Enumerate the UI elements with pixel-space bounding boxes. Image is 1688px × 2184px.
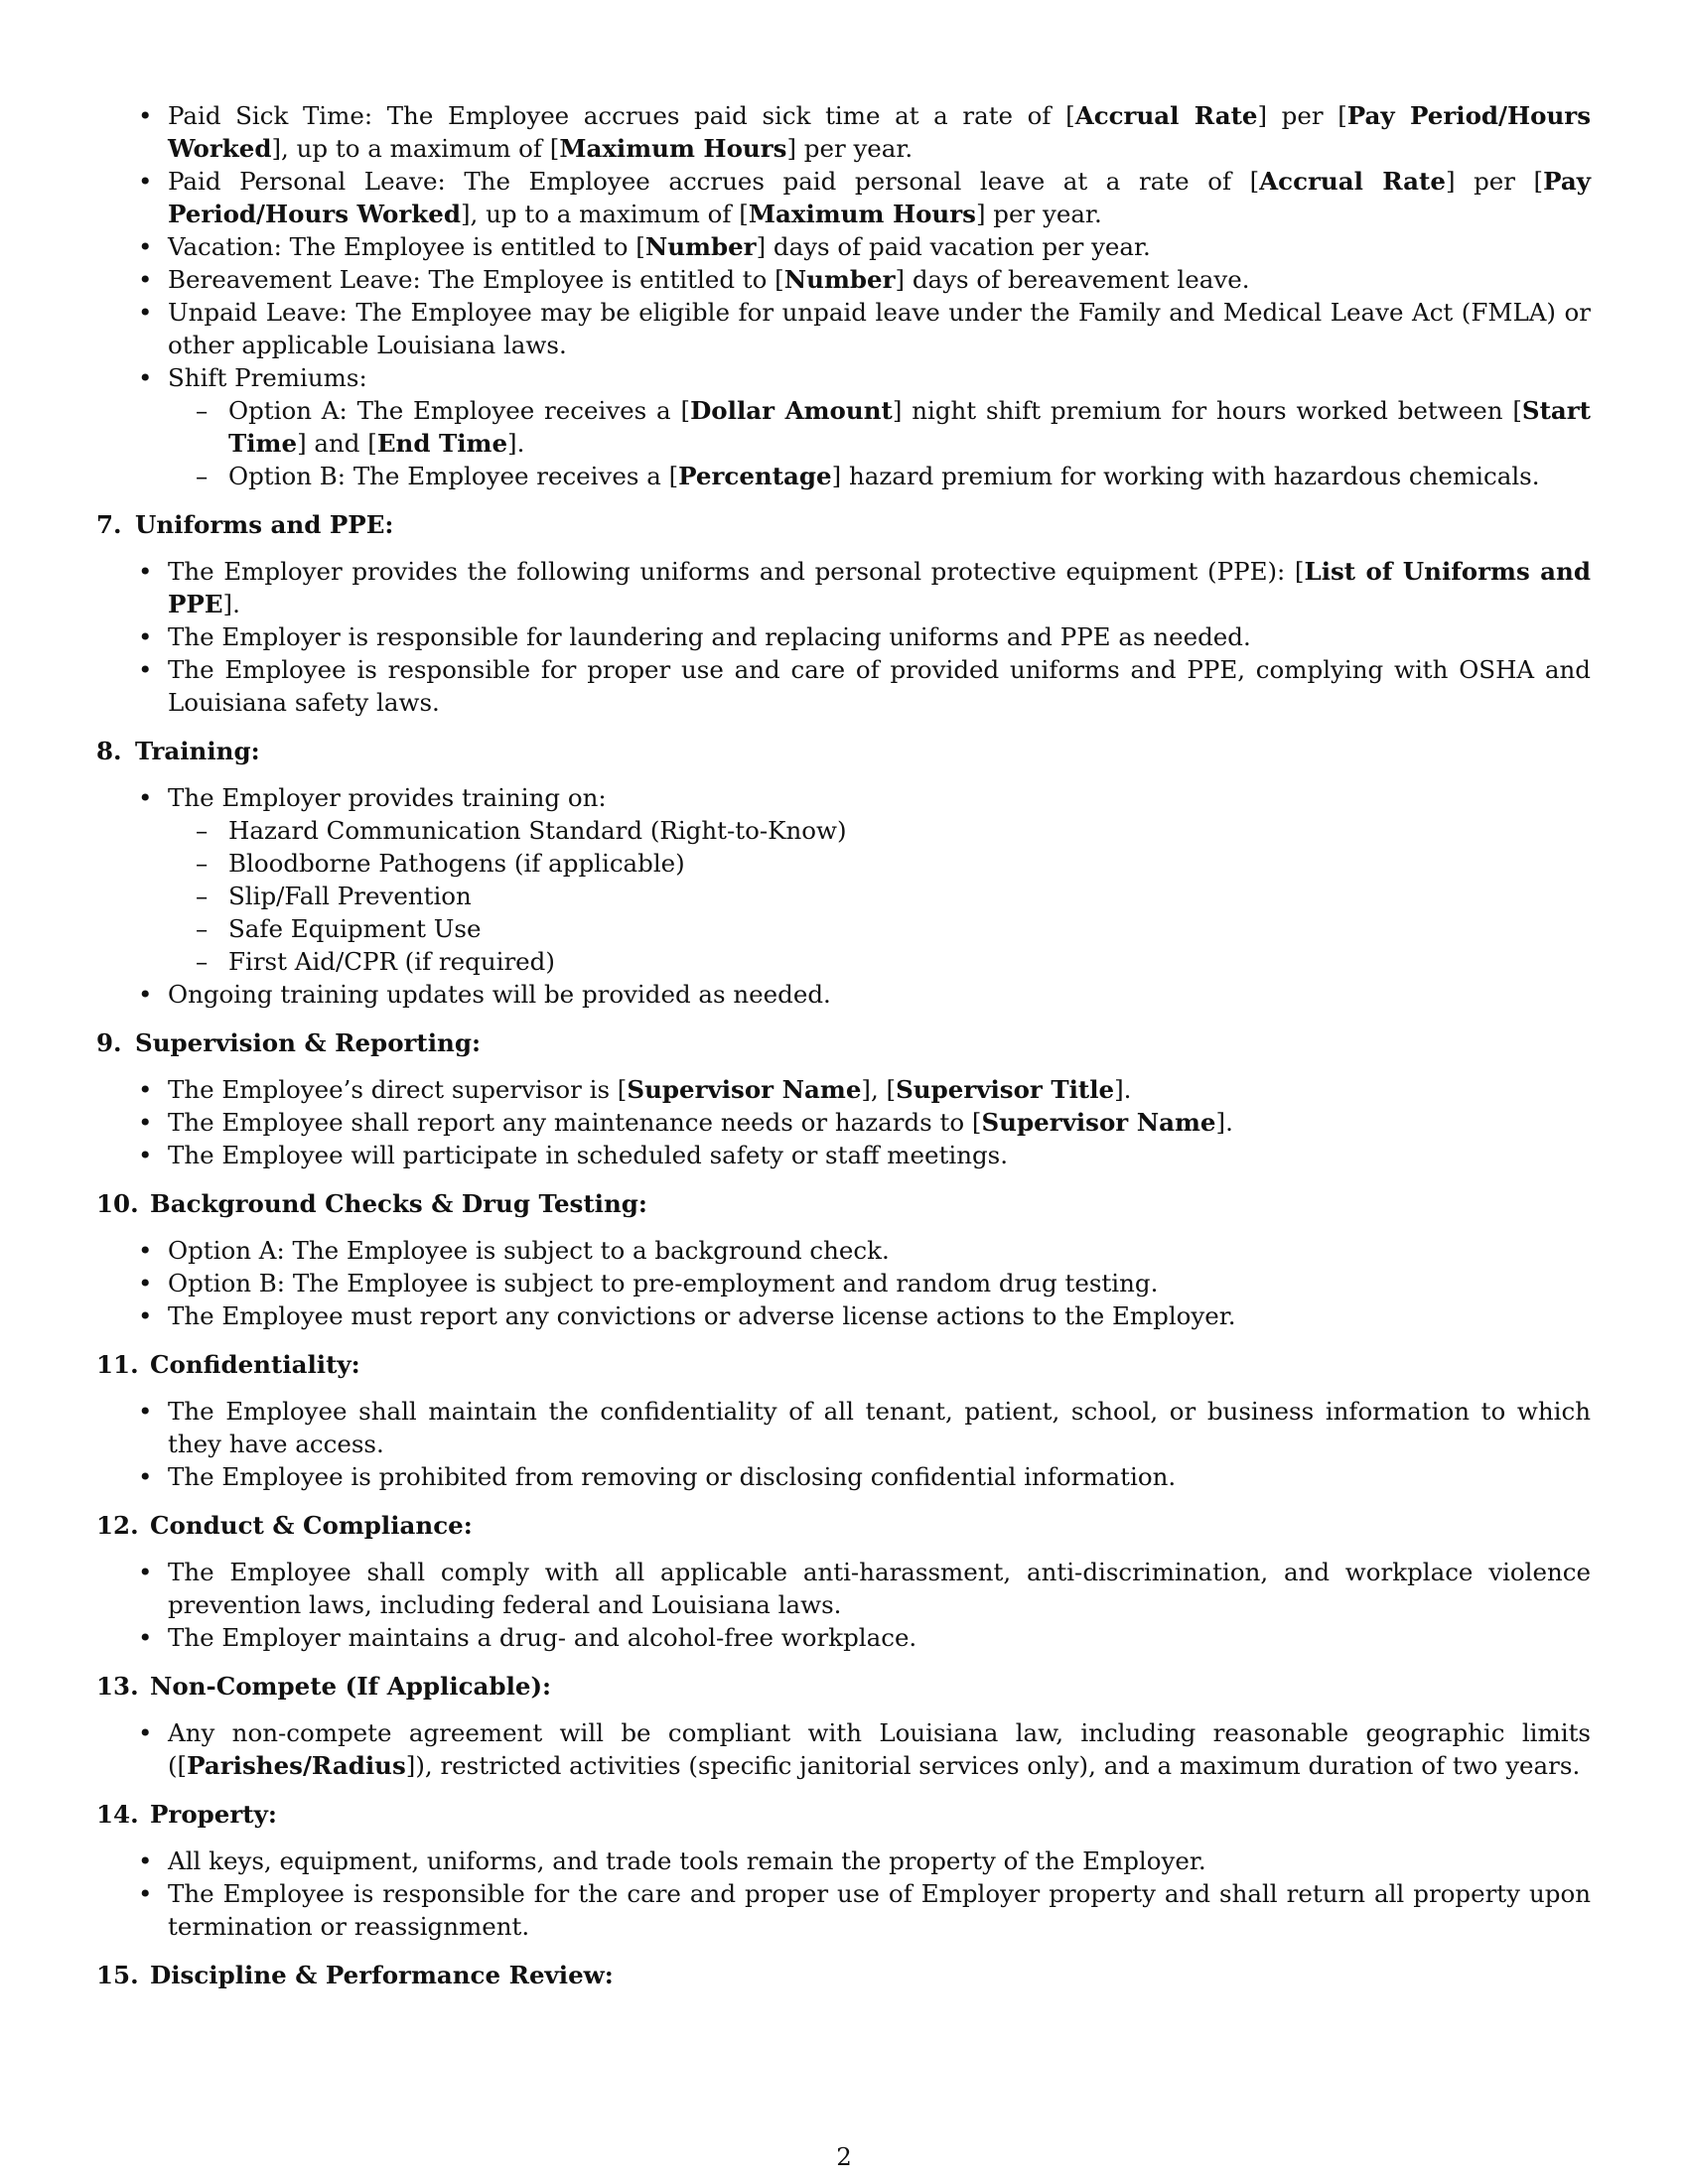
list-item: • Option B: The Employee is subject to pre-employment and random drug testing. <box>96 1267 1591 1299</box>
list-item: • The Employee must report any convictions or adverse license actions to the Employer. <box>96 1299 1591 1332</box>
training-list <box>96 781 1591 1011</box>
training-topics <box>168 814 1591 978</box>
list-item: • The Employee is responsible for proper use and care of provided uniforms and PPE, complying with OSHA and Louisiana safety laws. <box>96 653 1591 719</box>
section-heading-confidentiality: 11. Confidentiality: <box>96 1350 360 1379</box>
list-item-paid-personal-leave: • Paid Personal Leave: The Employee accrues paid personal leave at a rate of [Accrual Rate] per [Pay Period/Hours Worked], up to a maximum of [Maximum Hours] per year. <box>96 165 1591 230</box>
list-item: • The Employer provides the following uniforms and personal protective equipment (PPE): [List of Uniforms and PPE]. <box>96 555 1591 620</box>
section-heading-background-checks: 10. Background Checks & Drug Testing: <box>96 1189 647 1218</box>
list-item: • The Employer provides training on: – Hazard Communication Standard (Right-to-Know) – Bloodborne Pathogens (if applicable) – Slip/Fall Prevention – Safe Equipment Use – First Aid/CPR (if required) <box>96 781 1591 978</box>
non-compete-list <box>96 1716 1591 1782</box>
list-item: • The Employer maintains a drug- and alcohol-free workplace. <box>96 1621 1591 1654</box>
shift-option-b: – Option B: The Employee receives a [Percentage] hazard premium for working with hazardous chemicals. <box>168 460 1591 492</box>
confidentiality-list <box>96 1395 1591 1493</box>
training-topic: – Safe Equipment Use <box>168 912 1591 945</box>
list-item: • The Employee is prohibited from removing or disclosing confidential information. <box>96 1460 1591 1493</box>
section-heading-supervision: 9. Supervision & Reporting: <box>96 1028 482 1057</box>
list-item: • The Employee shall maintain the confidentiality of all tenant, patient, school, or business information to which they have access. <box>96 1395 1591 1460</box>
page-content <box>96 99 1591 2005</box>
list-item-bereavement-leave: • Bereavement Leave: The Employee is entitled to [Number] days of bereavement leave. <box>96 263 1591 296</box>
list-item: • All keys, equipment, uniforms, and trade tools remain the property of the Employer. <box>96 1844 1591 1877</box>
section-heading-non-compete: 13. Non-Compete (If Applicable): <box>96 1672 552 1701</box>
list-item: • Any non-compete agreement will be compliant with Louisiana law, including reasonable geographic limits ([Parishes/Radius]), restricted activities (specific janitorial services only), and a maximum duration of two years. <box>96 1716 1591 1782</box>
list-item: • The Employee’s direct supervisor is [Supervisor Name], [Supervisor Title]. <box>96 1073 1591 1106</box>
section-heading-training: 8. Training: <box>96 737 260 765</box>
background-checks-list <box>96 1234 1591 1332</box>
conduct-list <box>96 1556 1591 1654</box>
section-heading-uniforms: 7. Uniforms and PPE: <box>96 510 394 539</box>
list-item: • The Employer is responsible for laundering and replacing uniforms and PPE as needed. <box>96 620 1591 653</box>
list-item: • Option A: The Employee is subject to a background check. <box>96 1234 1591 1267</box>
uniforms-list <box>96 555 1591 719</box>
list-item: • The Employee shall comply with all applicable anti-harassment, anti-discrimination, and workplace violence prevention laws, including federal and Louisiana laws. <box>96 1556 1591 1621</box>
list-item-vacation: • Vacation: The Employee is entitled to [Number] days of paid vacation per year. <box>96 230 1591 263</box>
list-item: • The Employee will participate in scheduled safety or staff meetings. <box>96 1139 1591 1171</box>
training-topic: – Bloodborne Pathogens (if applicable) <box>168 847 1591 880</box>
list-item: • Ongoing training updates will be provided as needed. <box>96 978 1591 1011</box>
section-heading-conduct: 12. Conduct & Compliance: <box>96 1511 473 1540</box>
supervision-list <box>96 1073 1591 1171</box>
list-item-unpaid-leave: • Unpaid Leave: The Employee may be eligible for unpaid leave under the Family and Medical Leave Act (FMLA) or other applicable Louisiana laws. <box>96 296 1591 361</box>
list-item: • The Employee is responsible for the care and proper use of Employer property and shall return all property upon termination or reassignment. <box>96 1877 1591 1943</box>
list-item-paid-sick-time: • Paid Sick Time: The Employee accrues paid sick time at a rate of [Accrual Rate] per [Pay Period/Hours Worked], up to a maximum of [Maximum Hours] per year. <box>96 99 1591 165</box>
section-heading-discipline: 15. Discipline & Performance Review: <box>96 1961 614 1989</box>
shift-option-a: – Option A: The Employee receives a [Dollar Amount] night shift premium for hours worked between [Start Time] and [End Time]. <box>168 394 1591 460</box>
list-item: • The Employee shall report any maintenance needs or hazards to [Supervisor Name]. <box>96 1106 1591 1139</box>
training-topic: – Hazard Communication Standard (Right-to-Know) <box>168 814 1591 847</box>
property-list <box>96 1844 1591 1943</box>
training-topic: – Slip/Fall Prevention <box>168 880 1591 912</box>
page-number: 2 <box>836 2142 852 2171</box>
leave-list <box>96 99 1591 492</box>
training-topic: – First Aid/CPR (if required) <box>168 945 1591 978</box>
list-item-shift-premiums: • Shift Premiums: – Option A: The Employee receives a [Dollar Amount] night shift premium for hours worked between [Start Time] and [End Time]. – Option B: The Employee receives a [Percentage] hazard premium for working with hazardous chemicals. <box>96 361 1591 492</box>
section-heading-property: 14. Property: <box>96 1800 277 1829</box>
shift-premium-options <box>168 394 1591 492</box>
